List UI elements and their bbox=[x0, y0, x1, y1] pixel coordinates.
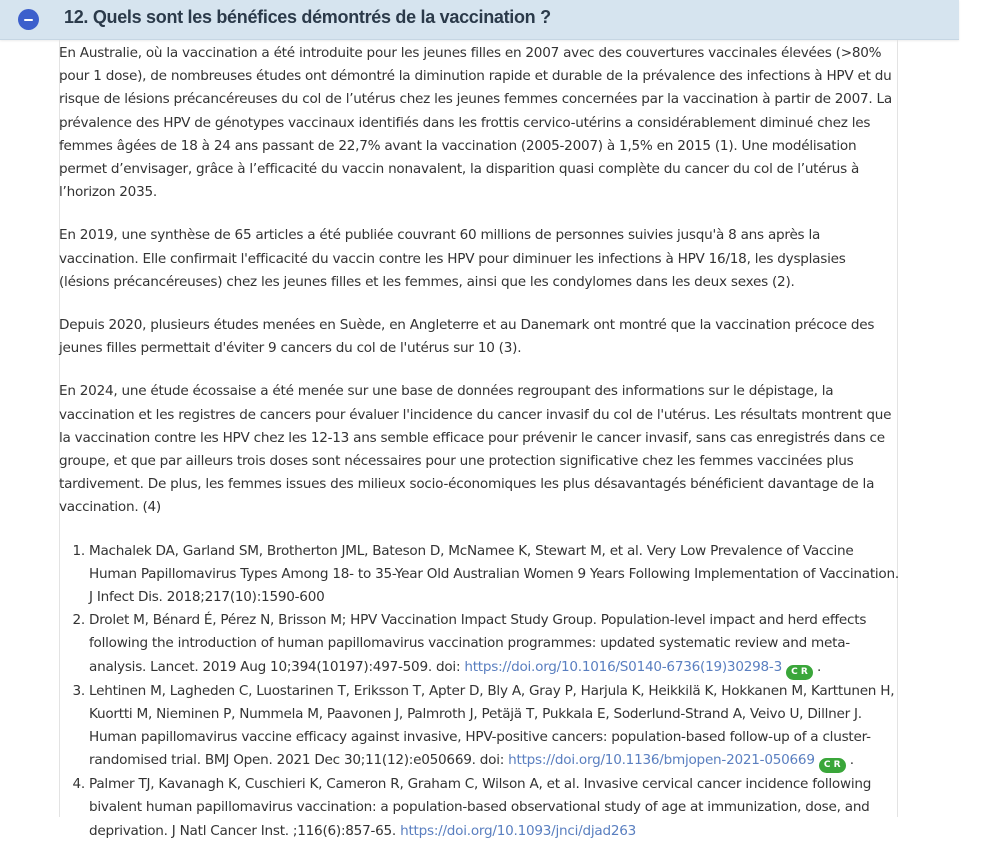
paragraph-australia: En Australie, où la vaccination a été introduite pour les jeunes filles en 2007 avec des couvertures vaccinales élevées (>80% pour 1 dose), de nombreuses études ont démontré la diminution rapide et durable de la prévalence des infections à HPV et du risque de lésions précancéreuses du col de l’utérus chez les jeunes femmes concernées par la vaccination à partir de 2007. La prévalence des HPV de génotypes vaccinaux identifiés dans les frottis cervico-utérins a considérablement diminué chez les femmes âgées de 18 à 24 ans passant de 22,7% avant la vaccination (2005-2007) à 1,5% en 2015 (1). Une modélisation permet d’envisager, grâce à l’efficacité du vaccin nonavalent, la disparition quasi complète du cancer du col de l’utérus à l’horizon 2035. bbox=[59, 45, 892, 201]
reference-item bbox=[89, 609, 899, 679]
doi-link[interactable]: https://doi.org/10.1136/bmjopen-2021-050669 bbox=[508, 752, 815, 769]
doi-link[interactable]: https://doi.org/10.1016/S0140-6736(19)30298-3 bbox=[464, 658, 782, 675]
section-content bbox=[59, 42, 899, 843]
paragraph-2020-studies: Depuis 2020, plusieurs études menées en Suède, en Angleterre et au Danemark ont montré que la vaccination précoce des jeunes filles permettait d'éviter 9 cancers du col de l'utérus sur 10 (3). bbox=[59, 317, 875, 357]
reference-item bbox=[89, 540, 899, 610]
accordion-header[interactable] bbox=[0, 0, 959, 40]
collapse-toggle-button[interactable] bbox=[18, 9, 39, 30]
paragraph-2019-synthesis: En 2019, une synthèse de 65 articles a été publiée couvrant 60 millions de personnes suivies jusqu'à 8 ans après la vaccination. Elle confirmait l'efficacité du vaccin contre les HPV pour diminuer les infections à HPV 16/18, les dysplasies (lésions précancéreuses) chez les jeunes filles et les femmes, ainsi que les condylomes dans les deux sexes (2). bbox=[59, 227, 846, 290]
reference-tail: . bbox=[845, 752, 854, 769]
crossref-badge-icon[interactable]: C R bbox=[819, 758, 846, 773]
reference-tail: . bbox=[812, 658, 822, 675]
reference-text: Machalek DA, Garland SM, Brotherton JML, Bateson D, McNamee K, Stewart M, et al. Very Low Prevalence of Vaccine Human Papillomavirus Types Among 18- to 35-Year Old Australian Women 9 Years Following Implementation of Vaccination. J Infect Dis. 2018;217(10):1590-600 bbox=[89, 542, 899, 606]
doi-link[interactable]: https://doi.org/10.1093/jnci/djad263 bbox=[400, 822, 637, 839]
minus-icon bbox=[24, 19, 33, 21]
reference-text: Drolet M, Bénard É, Pérez N, Brisson M; HPV Vaccination Impact Study Group. Population-level impact and herd effects following the introduction of human papillomavirus vaccination programmes: updated systematic review and meta-analysis. Lancet. 2019 Aug 10;394(10197):497-509. doi: bbox=[89, 612, 867, 675]
crossref-badge-icon[interactable]: C R bbox=[786, 665, 813, 680]
references-list bbox=[59, 540, 899, 843]
section-title[interactable]: 12. Quels sont les bénéfices démontrés de la vaccination ? bbox=[64, 7, 551, 27]
paragraph-2024-scotland: En 2024, une étude écossaise a été menée sur une base de données regroupant des informations sur le dépistage, la vaccination et les registres de cancers pour évaluer l'incidence du cancer invasif du col de l'utérus. Les résultats montrent que la vaccination contre les HPV chez les 12-13 ans semble efficace pour prévenir le cancer invasif, sans cas enregistrés dans ce groupe, et que par ailleurs trois doses sont nécessaires pour une protection significative chez les femmes vaccinées plus tardivement. De plus, les femmes issues des milieux socio-économiques les plus désavantagés bénéficient davantage de la vaccination. (4) bbox=[59, 383, 892, 516]
reference-item bbox=[89, 773, 899, 843]
reference-text: Lehtinen M, Lagheden C, Luostarinen T, Eriksson T, Apter D, Bly A, Gray P, Harjula K, Heikkilä K, Hokkanen M, Karttunen H, Kuortti M, Nieminen P, Nummela M, Paavonen J, Palmroth J, Petäjä T, Pukkala E, Soderlund-Strand A, Veivo U, Dillner J. Human papillomavirus vaccine efficacy against invasive, HPV-positive cancers: population-based follow-up of a cluster-randomised trial. BMJ Open. 2021 Dec 30;11(12):e050669. doi: bbox=[89, 682, 895, 769]
reference-item bbox=[89, 680, 899, 774]
reference-text: Palmer TJ, Kavanagh K, Cuschieri K, Cameron R, Graham C, Wilson A, et al. Invasive cervical cancer incidence following bivalent human papillomavirus vaccination: a population-based observational study of age at immunization, dose, and deprivation. J Natl Cancer Inst. ;116(6):857-65. bbox=[89, 776, 872, 839]
